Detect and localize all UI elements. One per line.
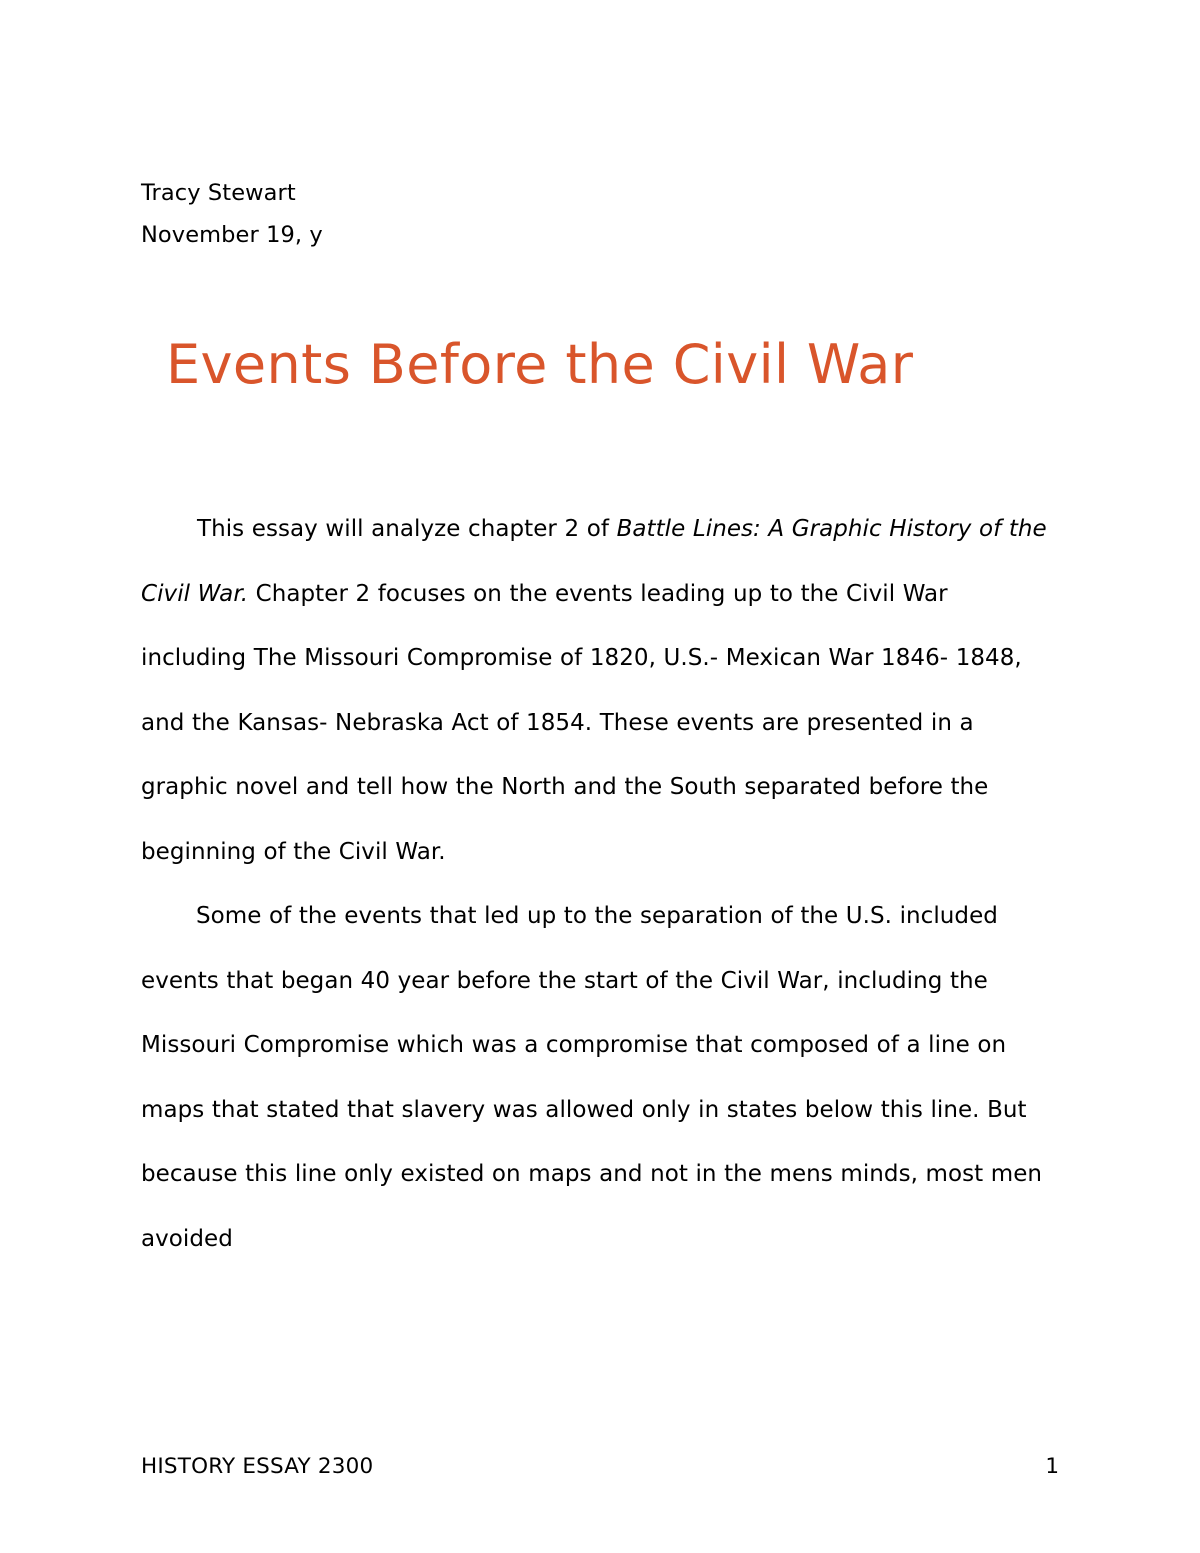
paragraph-1-run-1: This essay will analyze chapter 2 of xyxy=(197,516,617,542)
page-title: Events Before the Civil War xyxy=(166,333,914,396)
body-paragraph-1 xyxy=(141,497,1059,884)
page-number: 1 xyxy=(1045,1454,1059,1479)
book-title-italic: Battle Lines: A Graphic History of the Civil War. xyxy=(141,516,1047,607)
running-head: HISTORY ESSAY 2300 xyxy=(141,1454,374,1479)
author-name: Tracy Stewart xyxy=(141,180,296,206)
document-date: November 19, y xyxy=(141,222,323,248)
document-body xyxy=(141,497,1059,1271)
paragraph-1-run-3: Chapter 2 focuses on the events leading up to the Civil War including The Missouri Compromise of 1820, U.S.- Mexican War 1846- 1848, and the Kansas- Nebraska Act of 1854. These events are presented in a graphic novel and tell how the North and the South separated before the beginning of the Civil War. xyxy=(141,580,1022,865)
document-footer xyxy=(141,1452,1059,1482)
body-paragraph-2 xyxy=(141,884,1059,1271)
paragraph-2-run-1: Some of the events that led up to the separation of the U.S. included events that began 40 year before the start of the Civil War, including the Missouri Compromise which was a compromise that composed of a line on maps that stated that slavery was allowed only in states below this line. But because this line only existed on maps and not in the mens minds, most men avoided xyxy=(141,903,1043,1252)
document-header-block xyxy=(141,172,841,256)
